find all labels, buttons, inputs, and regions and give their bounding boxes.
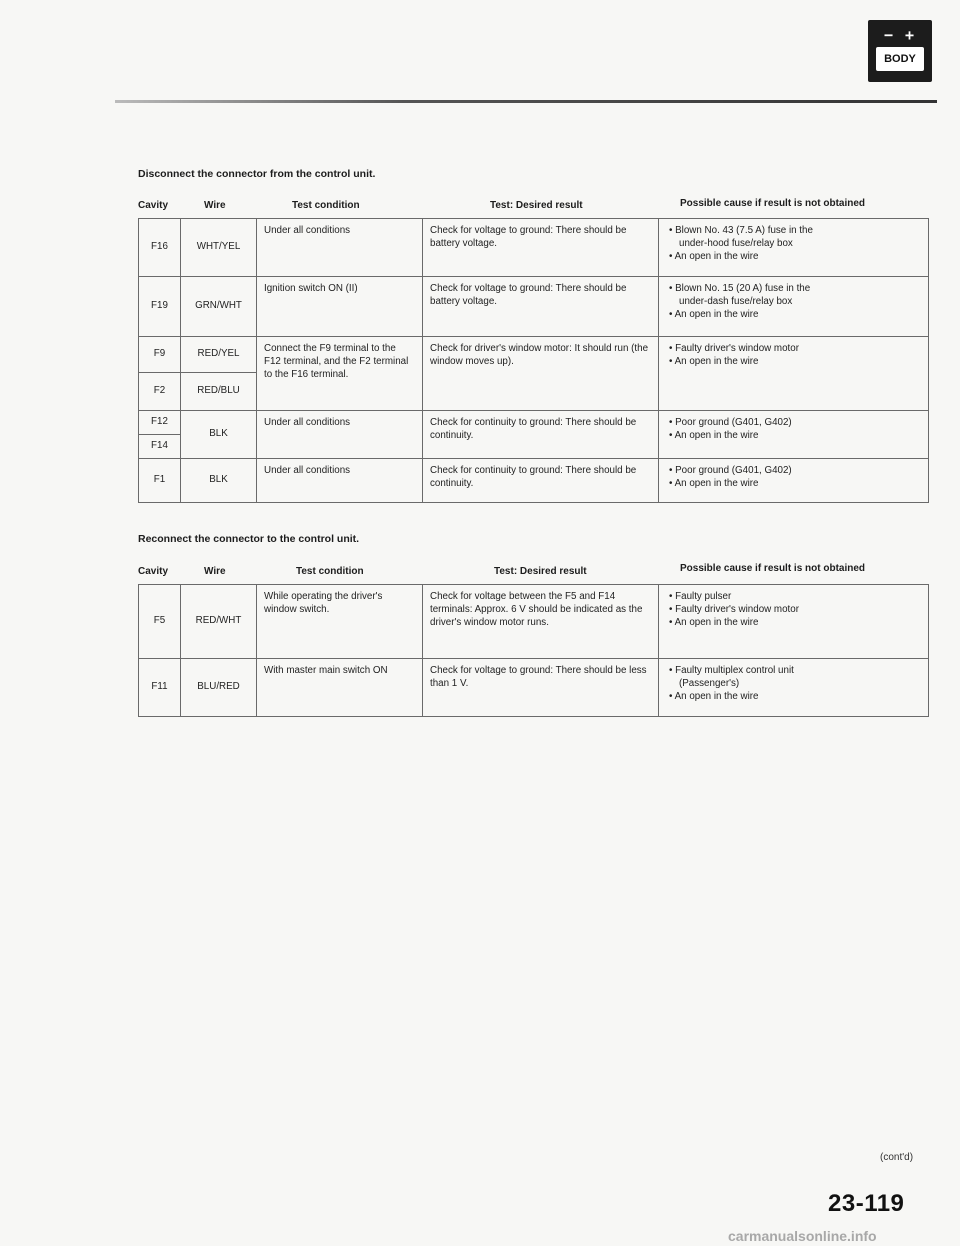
- cause-line: • Faulty driver's window motor: [669, 343, 799, 354]
- cause-line: • Blown No. 43 (7.5 A) fuse in the: [669, 225, 813, 236]
- minus-terminal: −: [883, 26, 895, 44]
- cause-line: (Passenger's): [679, 677, 740, 689]
- cavity-cell: F16: [139, 219, 181, 277]
- condition-cell: With master main switch ON: [257, 659, 423, 717]
- condition-cell: Under all conditions: [257, 219, 423, 277]
- result-cell: Check for voltage to ground: There should be battery voltage.: [423, 277, 659, 337]
- plus-terminal: +: [905, 26, 917, 44]
- cause-line: • An open in the wire: [669, 616, 759, 628]
- wire-cell: RED/BLU: [181, 373, 257, 411]
- cavity-cell: F5: [139, 585, 181, 659]
- header-rule: [115, 100, 937, 103]
- condition-cell: Connect the F9 terminal to the F12 terminal, and the F2 terminal to the F16 terminal.: [257, 337, 423, 411]
- page-number: 23-119: [828, 1190, 905, 1217]
- section1-table: [138, 218, 929, 503]
- cause-cell: [659, 337, 929, 411]
- table-row: [139, 659, 929, 717]
- section2-table: [138, 584, 929, 717]
- section2-head-wire: Wire: [204, 566, 226, 577]
- cause-line: • Blown No. 15 (20 A) fuse in the: [669, 283, 811, 294]
- cause-line: • Poor ground (G401, G402): [669, 417, 792, 428]
- table-row: [139, 219, 929, 277]
- section1-title: Disconnect the connector from the control unit.: [138, 168, 376, 180]
- cavity-cell: F2: [139, 373, 181, 411]
- cause-line: • Faulty multiplex control unit: [669, 665, 794, 676]
- result-cell: Check for voltage between the F5 and F14 terminals: Approx. 6 V should be indicated as the driver's window motor runs.: [423, 585, 659, 659]
- watermark: carmanualsonline.info: [728, 1228, 877, 1244]
- condition-cell: Under all conditions: [257, 459, 423, 503]
- result-cell: Check for continuity to ground: There should be continuity.: [423, 459, 659, 503]
- continued-note: (cont'd): [880, 1152, 914, 1163]
- cause-cell: [659, 459, 929, 503]
- wire-cell: RED/YEL: [181, 337, 257, 373]
- cavity-cell: F14: [139, 435, 181, 459]
- table-row: [139, 277, 929, 337]
- section2-head-condition: Test condition: [296, 566, 364, 577]
- section2-head-cavity: Cavity: [138, 566, 169, 577]
- condition-cell: While operating the driver's window switch.: [257, 585, 423, 659]
- cavity-cell: F12: [139, 411, 181, 435]
- cavity-cell: F9: [139, 337, 181, 373]
- wire-cell: WHT/YEL: [181, 219, 257, 277]
- cause-line: • An open in the wire: [669, 250, 759, 262]
- section2-head-result: Test: Desired result: [494, 566, 587, 577]
- table-row: [139, 459, 929, 503]
- body-label: BODY: [876, 47, 924, 71]
- cause-line: • An open in the wire: [669, 355, 759, 367]
- result-cell: Check for driver's window motor: It should run (the window moves up).: [423, 337, 659, 411]
- cause-line: • An open in the wire: [669, 690, 759, 702]
- result-cell: Check for continuity to ground: There should be continuity.: [423, 411, 659, 459]
- battery-terminals: [868, 26, 932, 44]
- section1-head-cavity: Cavity: [138, 200, 169, 211]
- cause-line: under-dash fuse/relay box: [679, 295, 793, 307]
- result-cell: Check for voltage to ground: There should be less than 1 V.: [423, 659, 659, 717]
- cause-line: • Faulty pulser: [669, 591, 732, 602]
- table-row: [139, 411, 929, 435]
- wire-cell: GRN/WHT: [181, 277, 257, 337]
- wire-cell: BLK: [181, 411, 257, 459]
- cavity-cell: F11: [139, 659, 181, 717]
- result-cell: Check for voltage to ground: There should be battery voltage.: [423, 219, 659, 277]
- section1-head-cause: Possible cause if result is not obtained: [680, 198, 866, 209]
- section1-head-wire: Wire: [204, 200, 226, 211]
- wire-cell: BLK: [181, 459, 257, 503]
- section2-head-cause: Possible cause if result is not obtained: [680, 563, 866, 574]
- table-row: [139, 337, 929, 373]
- section2-title: Reconnect the connector to the control unit.: [138, 533, 360, 545]
- cause-line: • Faulty driver's window motor: [669, 603, 799, 615]
- cavity-cell: F1: [139, 459, 181, 503]
- cavity-cell: F19: [139, 277, 181, 337]
- battery-body-badge: [868, 20, 932, 82]
- section1-head-result: Test: Desired result: [490, 200, 583, 211]
- cause-cell: [659, 585, 929, 659]
- cause-cell: [659, 219, 929, 277]
- condition-cell: Under all conditions: [257, 411, 423, 459]
- wire-cell: BLU/RED: [181, 659, 257, 717]
- cause-cell: [659, 411, 929, 459]
- cause-line: under-hood fuse/relay box: [679, 237, 793, 249]
- cause-line: • An open in the wire: [669, 477, 759, 489]
- cause-line: • Poor ground (G401, G402): [669, 465, 792, 476]
- cause-line: • An open in the wire: [669, 308, 759, 320]
- condition-cell: Ignition switch ON (II): [257, 277, 423, 337]
- cause-cell: [659, 659, 929, 717]
- wire-cell: RED/WHT: [181, 585, 257, 659]
- cause-line: • An open in the wire: [669, 429, 759, 441]
- table-row: [139, 585, 929, 659]
- cause-cell: [659, 277, 929, 337]
- section1-head-condition: Test condition: [292, 200, 360, 211]
